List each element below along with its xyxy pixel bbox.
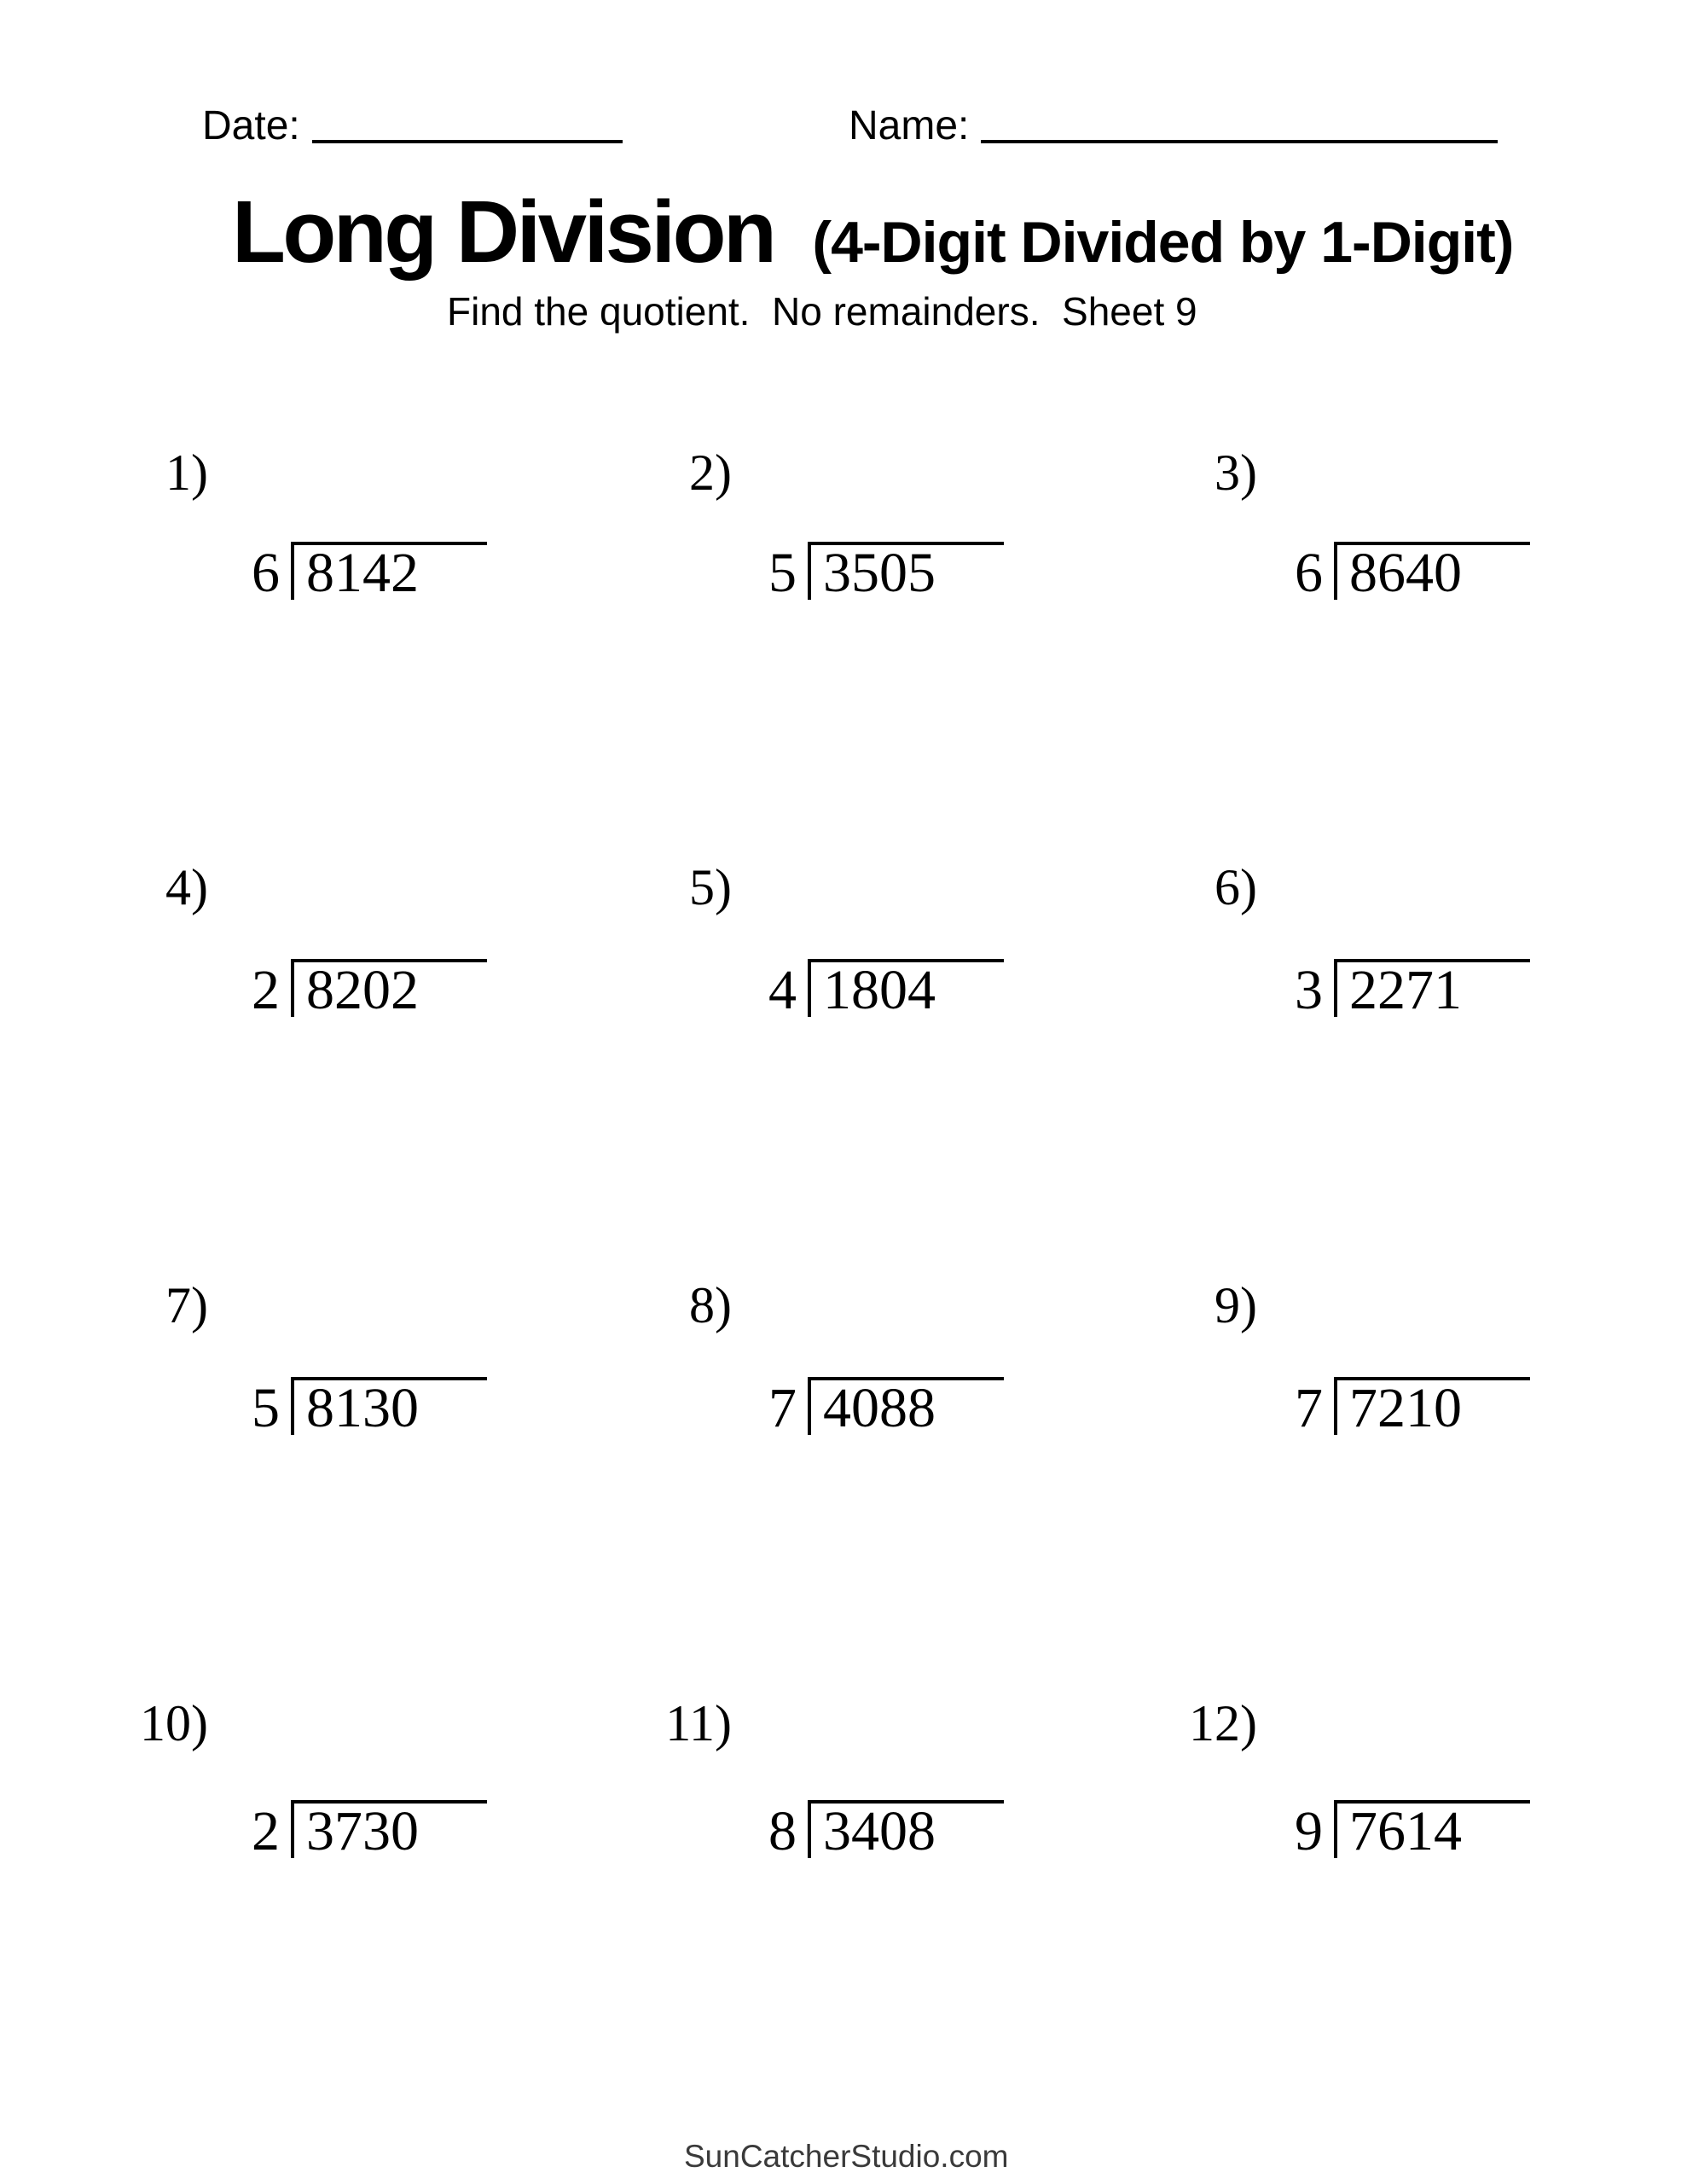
problem-2-quotient-answer-area[interactable]: [808, 477, 1004, 538]
problem-8-expression: [768, 1377, 1004, 1437]
problem-4-divisor: 2: [252, 959, 280, 1021]
problem-3-divisor: 6: [1295, 542, 1323, 604]
problem-12-number: 12): [1189, 1695, 1257, 1751]
name-label: Name:: [849, 103, 970, 148]
problem-9-expression: [1295, 1377, 1530, 1437]
problem-1-expression: [252, 542, 487, 604]
problem-4-quotient-answer-area[interactable]: [291, 894, 487, 956]
page-title-main: Long Division: [232, 183, 774, 281]
problem-7-dividend: 8130: [291, 1377, 487, 1435]
problem-11-number: 11): [665, 1695, 732, 1751]
problem-8-number: 8): [689, 1277, 732, 1333]
website-credit: SunCatcherStudio.com: [684, 2139, 1009, 2174]
problem-10-expression: [252, 1800, 487, 1860]
problem-10-number: 10): [140, 1695, 208, 1751]
problem-7-number: 7): [165, 1277, 208, 1333]
problem-8-quotient-answer-area[interactable]: [808, 1312, 1004, 1374]
problem-12-expression: [1295, 1800, 1530, 1860]
problem-3-expression: [1295, 542, 1530, 604]
problem-5-divisor: 4: [768, 959, 797, 1021]
problem-2-divisor: 5: [768, 542, 797, 604]
problem-11-expression: [768, 1800, 1004, 1860]
problem-6-expression: [1295, 959, 1530, 1019]
problem-2-expression: [768, 542, 1004, 604]
problem-8-divisor: 7: [768, 1377, 797, 1439]
problem-11-quotient-answer-area[interactable]: [808, 1735, 1004, 1797]
problem-6-quotient-answer-area[interactable]: [1334, 894, 1530, 956]
problem-7-quotient-answer-area[interactable]: [291, 1312, 487, 1374]
problem-10-quotient-answer-area[interactable]: [291, 1735, 487, 1797]
page-title-subtext: (4-Digit Divided by 1-Digit): [812, 210, 1514, 275]
problem-1-divisor: 6: [252, 542, 280, 604]
problem-6-divisor: 3: [1295, 959, 1323, 1021]
problem-1-quotient-answer-area[interactable]: [291, 477, 487, 538]
problem-4-dividend: 8202: [291, 959, 487, 1017]
problem-2-dividend: 3505: [808, 542, 1004, 600]
problem-2-number: 2): [689, 444, 732, 501]
name-fill-in-line[interactable]: [981, 140, 1498, 143]
problem-10-dividend: 3730: [291, 1800, 487, 1858]
problem-6-number: 6): [1215, 859, 1257, 915]
problem-1-number: 1): [165, 444, 208, 501]
date-fill-in-line[interactable]: [312, 140, 623, 143]
problem-3-quotient-answer-area[interactable]: [1334, 477, 1530, 538]
problem-5-expression: [768, 959, 1004, 1019]
problem-7-divisor: 5: [252, 1377, 280, 1439]
problem-5-dividend: 1804: [808, 959, 1004, 1017]
problem-9-dividend: 7210: [1334, 1377, 1530, 1435]
problem-3-dividend: 8640: [1334, 542, 1530, 600]
problem-9-divisor: 7: [1295, 1377, 1323, 1439]
page-title: [232, 183, 1514, 281]
problem-12-dividend: 7614: [1334, 1800, 1530, 1858]
problem-12-divisor: 9: [1295, 1800, 1323, 1862]
problem-6-dividend: 2271: [1334, 959, 1530, 1017]
problem-10-divisor: 2: [252, 1800, 280, 1862]
problem-4-expression: [252, 959, 487, 1019]
date-label: Date:: [202, 103, 300, 148]
problem-5-quotient-answer-area[interactable]: [808, 894, 1004, 956]
problem-4-number: 4): [165, 859, 208, 915]
problem-9-number: 9): [1215, 1277, 1257, 1333]
problem-9-quotient-answer-area[interactable]: [1334, 1312, 1530, 1374]
problem-12-quotient-answer-area[interactable]: [1334, 1735, 1530, 1797]
problem-1-dividend: 8142: [291, 542, 487, 600]
problem-3-number: 3): [1215, 444, 1257, 501]
problem-5-number: 5): [689, 859, 732, 915]
instructions-text: Find the quotient. No remainders. Sheet 9: [447, 289, 1197, 334]
problem-8-dividend: 4088: [808, 1377, 1004, 1435]
problem-11-dividend: 3408: [808, 1800, 1004, 1858]
problem-11-divisor: 8: [768, 1800, 797, 1862]
problem-7-expression: [252, 1377, 487, 1437]
